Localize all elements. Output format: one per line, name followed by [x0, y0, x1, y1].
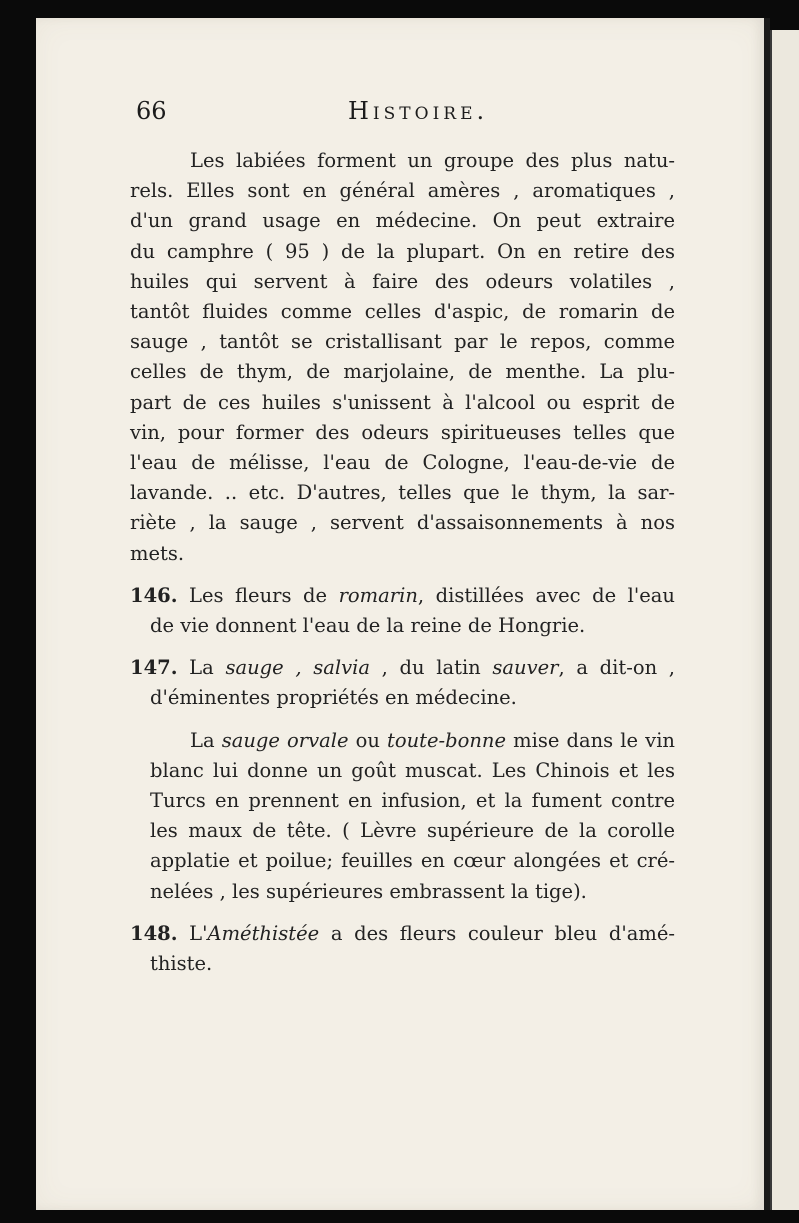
- paragraph-146: [130, 581, 675, 641]
- text-line: l'eau de mélisse, l'eau de Cologne, l'eau-de-vie de: [130, 451, 675, 475]
- text-line: blanc lui donne un goût muscat. Les Chinois et les: [150, 758, 675, 782]
- text-line: du camphre ( 95 ) de la plupart. On en retire des: [130, 239, 675, 263]
- text-line: nelées , les supérieures embrassent la tige).: [150, 879, 587, 903]
- italic-term: sauver: [492, 656, 559, 680]
- text-line: applatie et poilue; feuilles en cœur alongées et cré-: [150, 849, 675, 873]
- section-number: 148.: [130, 921, 178, 945]
- text-line: part de ces huiles s'unissent à l'alcool ou esprit de: [130, 390, 675, 414]
- text-line: Les labiées forment un groupe des plus natu-: [190, 149, 675, 172]
- italic-term: toute-bonne: [387, 728, 507, 752]
- text-fragment: La: [190, 728, 222, 752]
- text-line: de vie donnent l'eau de la reine de Hongrie.: [150, 614, 586, 638]
- facing-page-edge: [770, 30, 799, 1210]
- text-line: rels. Elles sont en général amères , aromatiques ,: [130, 179, 675, 203]
- text-line: vin, pour former des odeurs spiritueuses telles que: [130, 420, 675, 444]
- paragraph-148: [130, 919, 675, 979]
- text-fragment: ou: [348, 728, 388, 752]
- italic-term: sauge , salvia: [225, 656, 370, 680]
- text-fragment: , distillées avec de l'eau: [417, 583, 675, 607]
- section-number: 147.: [130, 656, 178, 680]
- text-fragment: La: [177, 656, 226, 680]
- italic-term: romarin: [338, 583, 418, 607]
- text-line: huiles qui servent à faire des odeurs volatiles ,: [130, 269, 675, 293]
- section-number: 146.: [130, 583, 178, 607]
- paragraph-147: [130, 653, 675, 713]
- text-fragment: a des fleurs couleur bleu d'amé-: [319, 921, 675, 945]
- page-number: 66: [136, 97, 167, 125]
- running-title: Histoire.: [348, 97, 489, 125]
- text-line: les maux de tête. ( Lèvre supérieure de la corolle: [150, 819, 675, 843]
- text-line: celles de thym, de marjolaine, de menthe. La plu-: [130, 360, 675, 384]
- text-line: d'un grand usage en médecine. On peut extraire: [130, 209, 675, 233]
- page-header: [136, 97, 636, 137]
- text-line: thiste.: [150, 952, 213, 976]
- text-line: tantôt fluides comme celles d'aspic, de romarin de: [130, 300, 675, 324]
- paragraph-labiees: [130, 146, 675, 569]
- text-line: mets.: [130, 541, 185, 565]
- text-fragment: Les fleurs de: [177, 583, 339, 607]
- text-line: Turcs en prennent en infusion, et la fument contre: [150, 789, 675, 813]
- text-fragment: L': [177, 921, 208, 945]
- text-line: sauge , tantôt se cristallisant par le repos, comme: [130, 330, 675, 354]
- text-fragment: mise dans le vin: [506, 728, 675, 752]
- text-fragment: , a dit-on ,: [558, 656, 676, 680]
- text-line: d'éminentes propriétés en médecine.: [150, 686, 517, 710]
- paragraph-sauge-orvale: [130, 726, 675, 907]
- text-line: lavande. .. etc. D'autres, telles que le thym, la sar-: [130, 481, 675, 505]
- italic-term: Améthistée: [207, 921, 320, 945]
- page-body: [130, 146, 675, 979]
- text-line: riète , la sauge , servent d'assaisonnements à nos: [130, 511, 675, 535]
- italic-term: sauge orvale: [221, 728, 349, 752]
- text-fragment: , du latin: [369, 656, 493, 680]
